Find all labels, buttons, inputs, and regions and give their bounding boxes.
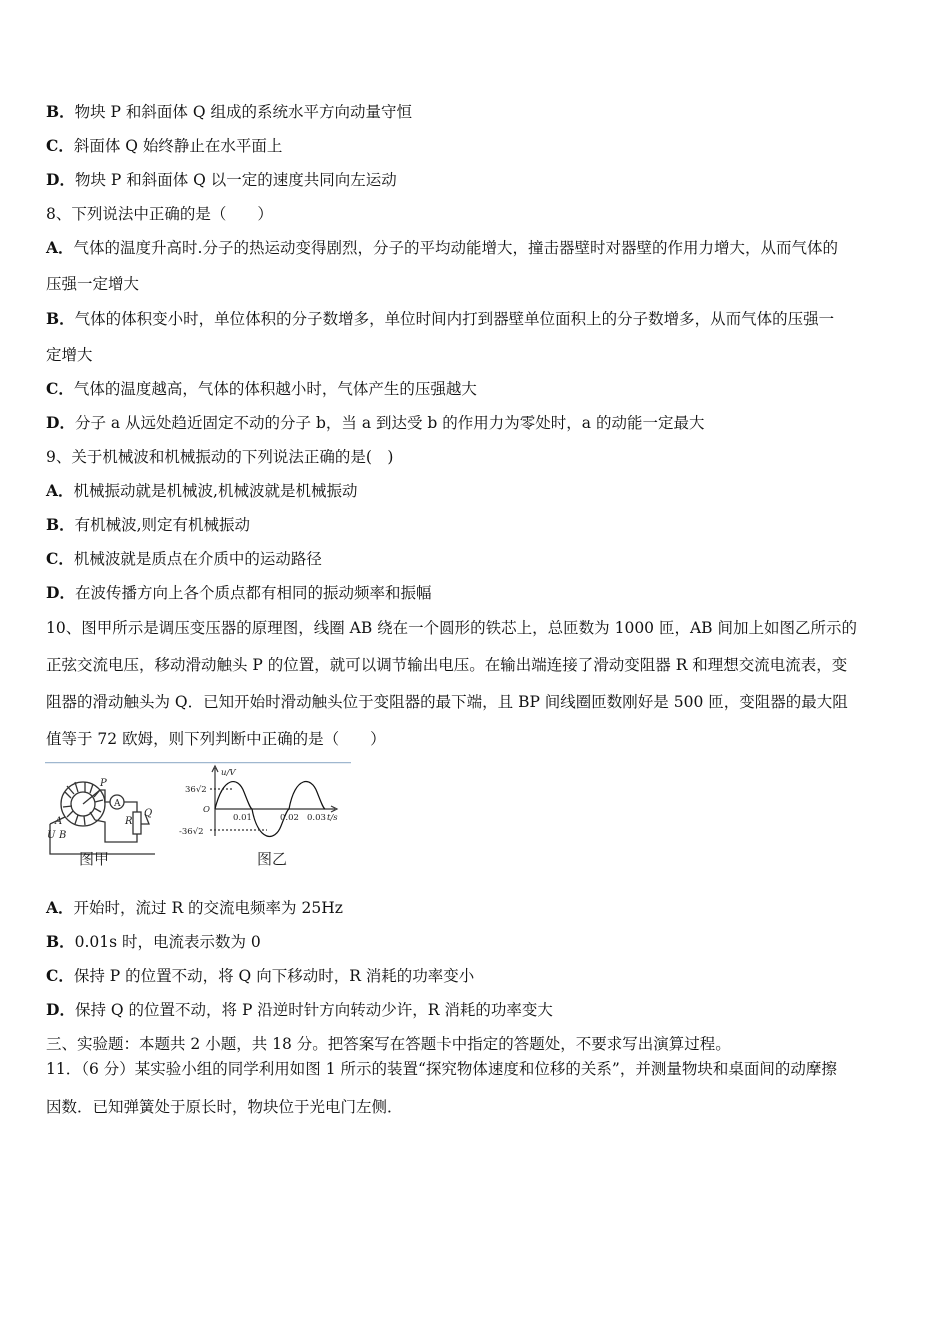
option-text: 分子 a 从远处趋近固定不动的分子 b，当 a 到达受 b 的作用力为零处时，a 的动能一定最大	[74, 414, 705, 432]
option-label: D．	[46, 170, 75, 189]
option-label: B．	[46, 309, 75, 328]
q8-option-c	[46, 379, 477, 399]
option-text: 气体的温度越高，气体的体积越小时，气体产生的压强越大	[73, 380, 477, 398]
circuit-diagram-jia	[50, 782, 155, 854]
rheostat-r	[133, 812, 141, 834]
option-text: 在波传播方向上各个质点都有相同的振动频率和振幅	[74, 584, 432, 602]
caption-yi: 图乙	[257, 850, 288, 868]
tick-0-01: 0.01	[233, 813, 252, 823]
option-label: B．	[46, 102, 75, 121]
q9-option-d	[46, 583, 431, 603]
q10-option-d	[46, 1000, 553, 1020]
option-label: C．	[46, 136, 74, 155]
q9-option-b	[46, 515, 250, 535]
option-label: D．	[46, 583, 75, 602]
q10-stem-line1: 10、图甲所示是调压变压器的原理图，线圈 AB 绕在一个圆形的铁芯上，总匝数为 1000 匝，AB 间加上如图乙所示的	[46, 619, 857, 637]
q8-option-b	[46, 309, 834, 329]
q9-stem: 9、关于机械波和机械振动的下列说法正确的是( )	[46, 448, 394, 466]
q8-stem: 8、下列说法中正确的是（ ）	[46, 205, 273, 223]
q10-stem-line4: 值等于 72 欧姆，则下列判断中正确的是（ ）	[46, 730, 386, 748]
option-text: 机械波就是质点在介质中的运动路径	[73, 550, 322, 568]
q10-figure	[45, 762, 351, 874]
tick-0-03: 0.03	[307, 813, 326, 823]
label-p: P	[100, 778, 107, 789]
y-min-label: -36√2	[179, 827, 204, 837]
label-a: A	[55, 816, 63, 827]
y-max-label: 36√2	[185, 785, 207, 795]
q10-stem-line3: 阻器的滑动触头为 Q．已知开始时滑动触头位于变阻器的最下端，且 BP 间线圈匝数刚好是 500 匝，变阻器的最大阻	[46, 693, 848, 711]
q7-option-c	[46, 136, 282, 156]
q10-option-c	[46, 966, 474, 986]
option-text: 有机械波,则定有机械振动	[74, 516, 251, 534]
option-label: A．	[46, 481, 74, 500]
q11-stem-line2: 因数．已知弹簧处于原长时，物块位于光电门左侧．	[46, 1098, 403, 1116]
option-label: C．	[46, 549, 74, 568]
section-3-heading: 三、实验题：本题共 2 小题，共 18 分。把答案写在答题卡中指定的答题处，不要求写出演算过程。	[46, 1035, 731, 1053]
option-label: A．	[46, 898, 74, 917]
q9-option-c	[46, 549, 322, 569]
option-text: 机械振动就是机械波,机械波就是机械振动	[73, 482, 358, 500]
q7-option-b	[46, 102, 412, 122]
label-u: U	[47, 830, 56, 841]
option-text: 保持 Q 的位置不动，将 P 沿逆时针方向转动少许，R 消耗的功率变大	[74, 1001, 553, 1019]
q10-option-a	[46, 898, 343, 918]
option-text: 物块 P 和斜面体 Q 组成的系统水平方向动量守恒	[74, 103, 412, 121]
option-text: 斜面体 Q 始终静止在水平面上	[73, 137, 283, 155]
tick-0-02: 0.02	[280, 813, 299, 823]
q7-option-d	[46, 170, 397, 190]
q10-option-b	[46, 932, 261, 952]
x-axis-label: t/s	[327, 813, 338, 823]
option-text: 气体的温度升高时.分子的热运动变得剧烈，分子的平均动能增大，撞击器壁时对器壁的作用力增大，从而气体的	[73, 239, 838, 257]
q8-option-b-cont: 定增大	[46, 346, 93, 364]
option-label: D．	[46, 1000, 75, 1019]
option-label: A．	[46, 238, 74, 257]
option-text: 保持 P 的位置不动，将 Q 向下移动时，R 消耗的功率变小	[73, 967, 475, 985]
option-text: 0.01s 时，电流表示数为 0	[74, 933, 261, 951]
option-text: 开始时，流过 R 的交流电频率为 25Hz	[73, 899, 343, 917]
q8-option-a	[46, 238, 838, 258]
option-label: C．	[46, 966, 74, 985]
q9-option-a	[46, 481, 357, 501]
option-label: B．	[46, 515, 75, 534]
option-text: 气体的体积变小时，单位体积的分子数增多，单位时间内打到器壁单位面积上的分子数增多，从而气体的压强一	[74, 310, 835, 328]
q10-stem-line2: 正弦交流电压，移动滑动触头 P 的位置，就可以调节输出电压。在输出端连接了滑动变阻器 R 和理想交流电流表，变	[46, 656, 848, 674]
label-r: R	[125, 816, 133, 827]
origin-label: O	[203, 805, 210, 815]
label-q: Q	[144, 808, 153, 819]
y-axis-label: u/V	[221, 768, 236, 778]
option-label: B．	[46, 932, 75, 951]
q8-option-d	[46, 413, 704, 433]
caption-jia: 图甲	[79, 850, 110, 868]
label-ammeter: A	[114, 799, 121, 809]
option-label: C．	[46, 379, 74, 398]
label-b: B	[59, 830, 67, 841]
q8-option-a-cont: 压强一定增大	[46, 275, 140, 293]
option-label: D．	[46, 413, 75, 432]
q11-stem-line1: 11．（6 分）某实验小组的同学利用如图 1 所示的装置“探究物体速度和位移的关系”，并测量物块和桌面间的动摩擦	[46, 1060, 837, 1078]
option-text: 物块 P 和斜面体 Q 以一定的速度共同向左运动	[74, 171, 397, 189]
